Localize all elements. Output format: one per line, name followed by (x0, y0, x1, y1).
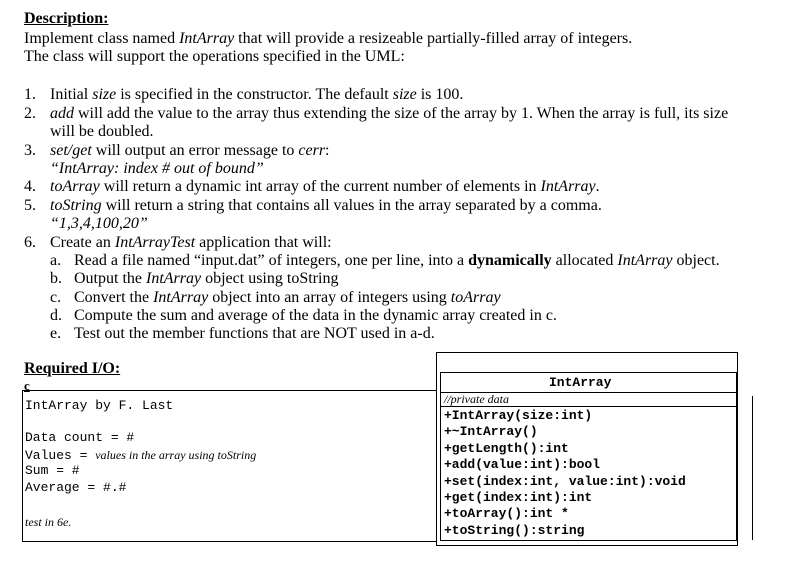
item-number-5: 5. (24, 197, 36, 214)
sub-item-b (74, 270, 338, 287)
uml-member: +toString():string (444, 522, 585, 538)
io-title-line: IntArray by F. Last (25, 398, 174, 413)
uml-member: +add(value:int):bool (444, 457, 601, 473)
intro-class: IntArray (179, 30, 235, 47)
io-count-line: Data count = # (25, 430, 135, 445)
item-1-post: is specified in the constructor. The default (116, 86, 393, 103)
sub-b-post: object using toString (201, 270, 339, 287)
sub-letter-c: c. (50, 289, 62, 306)
item-3-end: : (325, 142, 330, 159)
io-test-note: test in 6e. (25, 515, 72, 529)
item-3-post: will output an error message to (91, 142, 299, 159)
io-values-note: values in the array using toString (95, 448, 257, 462)
item-4-post: will return a dynamic int array of the current number of elements in (99, 178, 541, 195)
uml-member: +getLength():int (444, 440, 569, 456)
uml-member: +IntArray(size:int) (444, 408, 593, 423)
intro-line-2: The class will support the operations specified in the UML: (24, 48, 405, 65)
sub-c-pre: Convert the (74, 289, 154, 306)
item-number-1: 1. (24, 86, 36, 103)
item-5 (50, 197, 602, 214)
description-heading: Description: (24, 10, 109, 27)
io-average-line: Average = #.# (25, 480, 127, 495)
intro-pre: Implement class named (24, 30, 180, 47)
uml-class-name: IntArray (549, 375, 612, 390)
item-number-2: 2. (24, 105, 36, 122)
item-5-post: will return a string that contains all values in the array separated by a comma. (101, 197, 602, 214)
intro-line-1 (24, 30, 632, 47)
sub-a-mid: allocated (551, 252, 618, 269)
sub-item-d: Compute the sum and average of the data in the dynamic array created in c. (74, 307, 557, 324)
sub-b-em: IntArray (146, 270, 202, 287)
item-1-em2: size (392, 86, 417, 103)
item-4-em: toArray (50, 178, 100, 195)
uml-member: +get(index:int):int (444, 490, 593, 506)
uml-member: +~IntArray() (444, 424, 538, 440)
sub-a-bold: dynamically (468, 252, 552, 269)
item-6-post: application that will: (195, 234, 332, 251)
sub-item-c (74, 289, 501, 306)
item-4 (50, 178, 600, 195)
uml-private-label: //private data (444, 392, 509, 406)
sub-a-end: object. (672, 252, 720, 269)
uml-member: +set(index:int, value:int):void (444, 473, 686, 489)
item-2 (50, 105, 728, 122)
sub-letter-a: a. (50, 252, 62, 269)
sub-letter-d: d. (50, 307, 62, 324)
item-4-em2: IntArray (540, 178, 596, 195)
required-io-subheading: c (24, 378, 30, 393)
item-5-line-2: “1,3,4,100,20” (50, 215, 148, 232)
intro-post: that will provide a resizeable partially-filled array of integers. (234, 30, 633, 47)
sub-letter-e: e. (50, 325, 62, 342)
item-1 (50, 86, 463, 103)
item-6-em: IntArrayTest (114, 234, 196, 251)
io-sum-line: Sum = # (25, 463, 80, 478)
item-1-em: size (92, 86, 117, 103)
uml-members (444, 408, 686, 539)
sub-a-em: IntArray (617, 252, 673, 269)
item-2-post: will add the value to the array thus extending the size of the array by 1. When the array is full, its size (74, 105, 729, 122)
sub-c-mid: object into an array of integers using (208, 289, 451, 306)
item-2-line-2: will be doubled. (50, 123, 154, 140)
item-number-3: 3. (24, 142, 36, 159)
item-6 (50, 234, 332, 251)
item-1-pre: Initial (50, 86, 93, 103)
sub-c-em2: toArray (450, 289, 501, 306)
sub-b-pre: Output the (74, 270, 146, 287)
item-3 (50, 142, 330, 159)
io-values-line (25, 447, 256, 463)
sub-a-pre: Read a file named “input.dat” of integers, one per line, into a (74, 252, 469, 269)
frame-right-border (752, 396, 753, 540)
item-number-6: 6. (24, 234, 36, 251)
item-number-4: 4. (24, 178, 36, 195)
sub-item-e: Test out the member functions that are NOT used in a-d. (74, 325, 435, 342)
sub-letter-b: b. (50, 270, 62, 287)
io-values-label: Values = (25, 448, 96, 463)
item-3-em: set/get (50, 142, 92, 159)
uml-data-separator (440, 406, 737, 407)
item-3-line-2: “IntArray: index # out of bound” (50, 160, 264, 177)
item-1-end: is 100. (416, 86, 464, 103)
sub-item-a (74, 252, 720, 269)
item-4-end: . (595, 178, 600, 195)
io-box-left-border (22, 390, 23, 542)
required-io-heading: Required I/O: (24, 360, 121, 377)
item-6-pre: Create an (50, 234, 115, 251)
item-3-em2: cerr (298, 142, 326, 159)
item-5-em: toString (50, 197, 102, 214)
uml-member: +toArray():int * (444, 506, 569, 522)
sub-c-em: IntArray (153, 289, 209, 306)
item-2-em: add (50, 105, 74, 122)
